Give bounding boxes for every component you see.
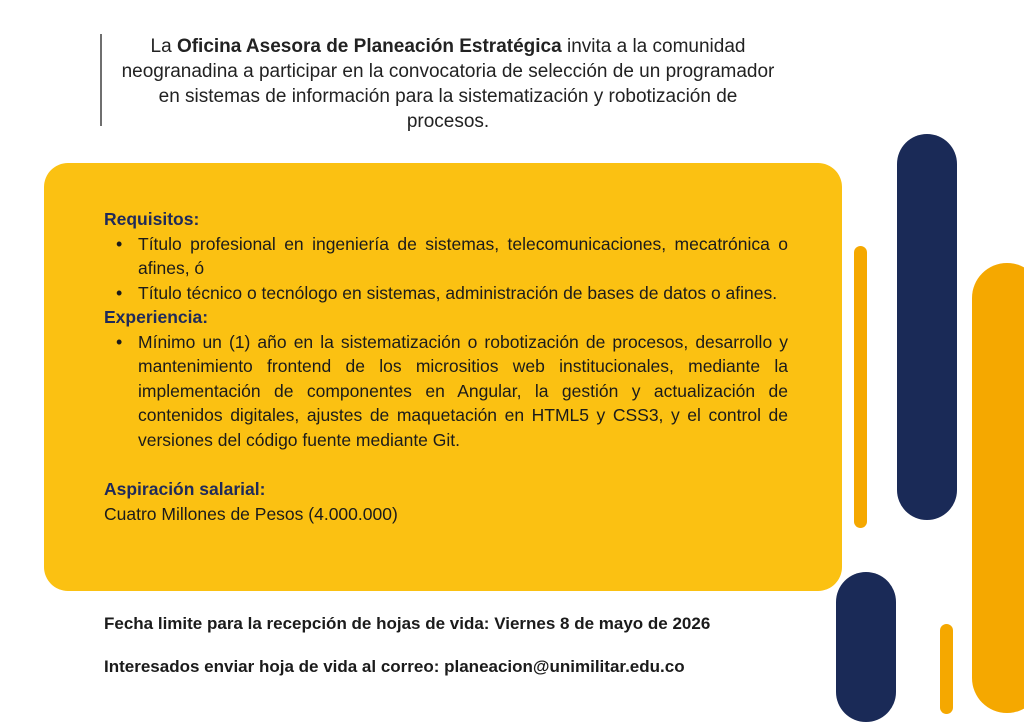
experience-title: Experiencia: <box>104 307 209 327</box>
decor-pill-orange-wide <box>972 263 1024 713</box>
intro-paragraph <box>120 34 776 134</box>
intro-pre: La <box>150 36 177 57</box>
intro-divider-bar <box>100 34 102 126</box>
salary-title: Aspiración salarial: <box>104 479 266 499</box>
requirement-item: • Título técnico o tecnólogo en sistemas, administración de bases de datos o afines. <box>138 281 788 306</box>
intro-org-name: Oficina Asesora de Planeación Estratégica <box>176 36 562 57</box>
decor-pill-navy-tall <box>897 134 957 520</box>
intro-post: invita a la comunidad neogranadina a participar en la convocatoria de selección de un programador en sistemas de información para la sistematización y robotización de procesos. <box>121 36 775 132</box>
requirements-card <box>44 163 842 591</box>
requirements-title: Requisitos: <box>104 209 200 229</box>
section-spacer <box>104 452 788 477</box>
decor-pill-orange-small <box>940 624 953 714</box>
requirement-item: • Título profesional en ingeniería de sistemas, telecomunicaciones, mecatrónica o afines, ó <box>138 232 788 281</box>
requirements-list <box>104 232 788 306</box>
salary-value: Cuatro Millones de Pesos (4.000.000) <box>104 503 398 524</box>
experience-item: • Mínimo un (1) año en la sistematización o robotización de procesos, desarrollo y mantenimiento frontend de los micrositios web institucionales, mediante la implementación de componentes en Angular, la gestión y actualización de contenidos digitales, ajustes de maquetación en HTML5 y CSS3, y el control de versiones del código fuente mediante Git. <box>138 330 788 453</box>
deadline-text: Fecha limite para la recepción de hojas de vida: Viernes 8 de mayo de 2026 <box>104 614 711 633</box>
decor-pill-navy-short <box>836 572 896 722</box>
contact-text: Interesados enviar hoja de vida al correo: planeacion@unimilitar.edu.co <box>104 657 685 676</box>
requirements-card-content <box>104 207 788 526</box>
decor-pill-orange-thin <box>854 246 867 528</box>
experience-list <box>104 330 788 453</box>
